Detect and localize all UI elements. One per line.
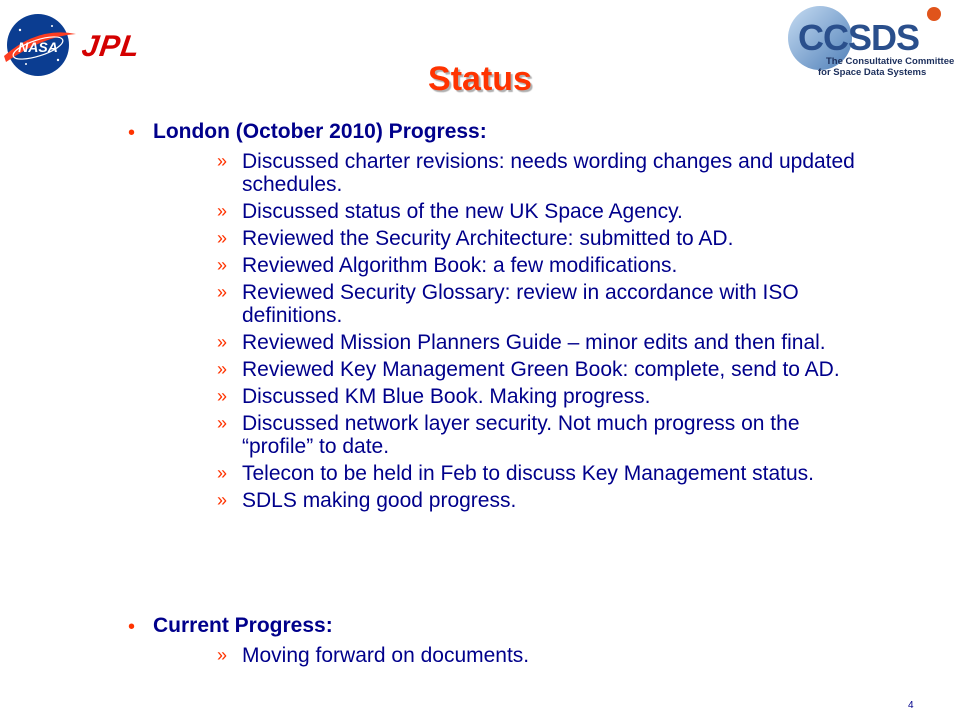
list-item-text: Reviewed Mission Planners Guide – minor edits and then final. [242,331,826,354]
chevron-marker-icon: » [217,490,228,510]
list-item-text: Moving forward on documents. [242,644,530,667]
list-item [0,281,960,327]
chevron-marker-icon: » [217,282,228,302]
list-item-text: SDLS making good progress. [242,489,517,512]
section-heading-row [0,614,960,644]
jpl-logo: JPL [79,30,143,63]
list-item [0,489,960,512]
list-item [0,385,960,408]
ccsds-subtitle-1: The Consultative Committee [826,56,955,67]
chevron-marker-icon: » [217,359,228,379]
chevron-marker-icon: » [217,201,228,221]
section-heading: London (October 2010) Progress: [153,120,487,143]
list-item [0,254,960,277]
list-item-text: Discussed KM Blue Book. Making progress. [242,385,651,408]
list-item [0,227,960,250]
ccsds-subtitle-2: for Space Data Systems [818,67,927,78]
chevron-marker-icon: » [217,413,228,433]
list-item [0,200,960,223]
list-item [0,462,960,485]
slide-title: Status [428,60,532,98]
list-item-text: Discussed status of the new UK Space Agency. [242,200,683,223]
nasa-logo-text: NASA [18,39,58,55]
list-item-text: Telecon to be held in Feb to discuss Key Management status. [242,462,814,485]
chevron-marker-icon: » [217,151,228,171]
section-current-progress [0,614,960,671]
list-item-text: Reviewed Security Glossary: review in accordance with ISO definitions. [242,281,799,327]
list-item-text: Reviewed the Security Architecture: submitted to AD. [242,227,734,250]
chevron-marker-icon: » [217,645,228,665]
list-item-text: Reviewed Algorithm Book: a few modifications. [242,254,678,277]
chevron-marker-icon: » [217,255,228,275]
list-item [0,358,960,381]
ccsds-logo-text: CCSDS [798,17,920,58]
list-item [0,150,960,196]
chevron-marker-icon: » [217,386,228,406]
section-london-progress [0,120,960,516]
chevron-marker-icon: » [217,332,228,352]
list-item-text: Discussed charter revisions: needs wording changes and updated schedules. [242,150,855,196]
list-item-text: Discussed network layer security. Not much progress on the “profile” to date. [242,412,800,458]
bullet-icon: • [128,616,136,638]
chevron-marker-icon: » [217,463,228,483]
list-item-text: Reviewed Key Management Green Book: complete, send to AD. [242,358,840,381]
bullet-icon: • [128,122,136,144]
page-number: 4 [908,700,914,711]
list-item [0,644,960,667]
list-item [0,331,960,354]
list-item [0,412,960,458]
section-heading-row [0,120,960,150]
chevron-marker-icon: » [217,228,228,248]
section-heading: Current Progress: [153,614,333,637]
